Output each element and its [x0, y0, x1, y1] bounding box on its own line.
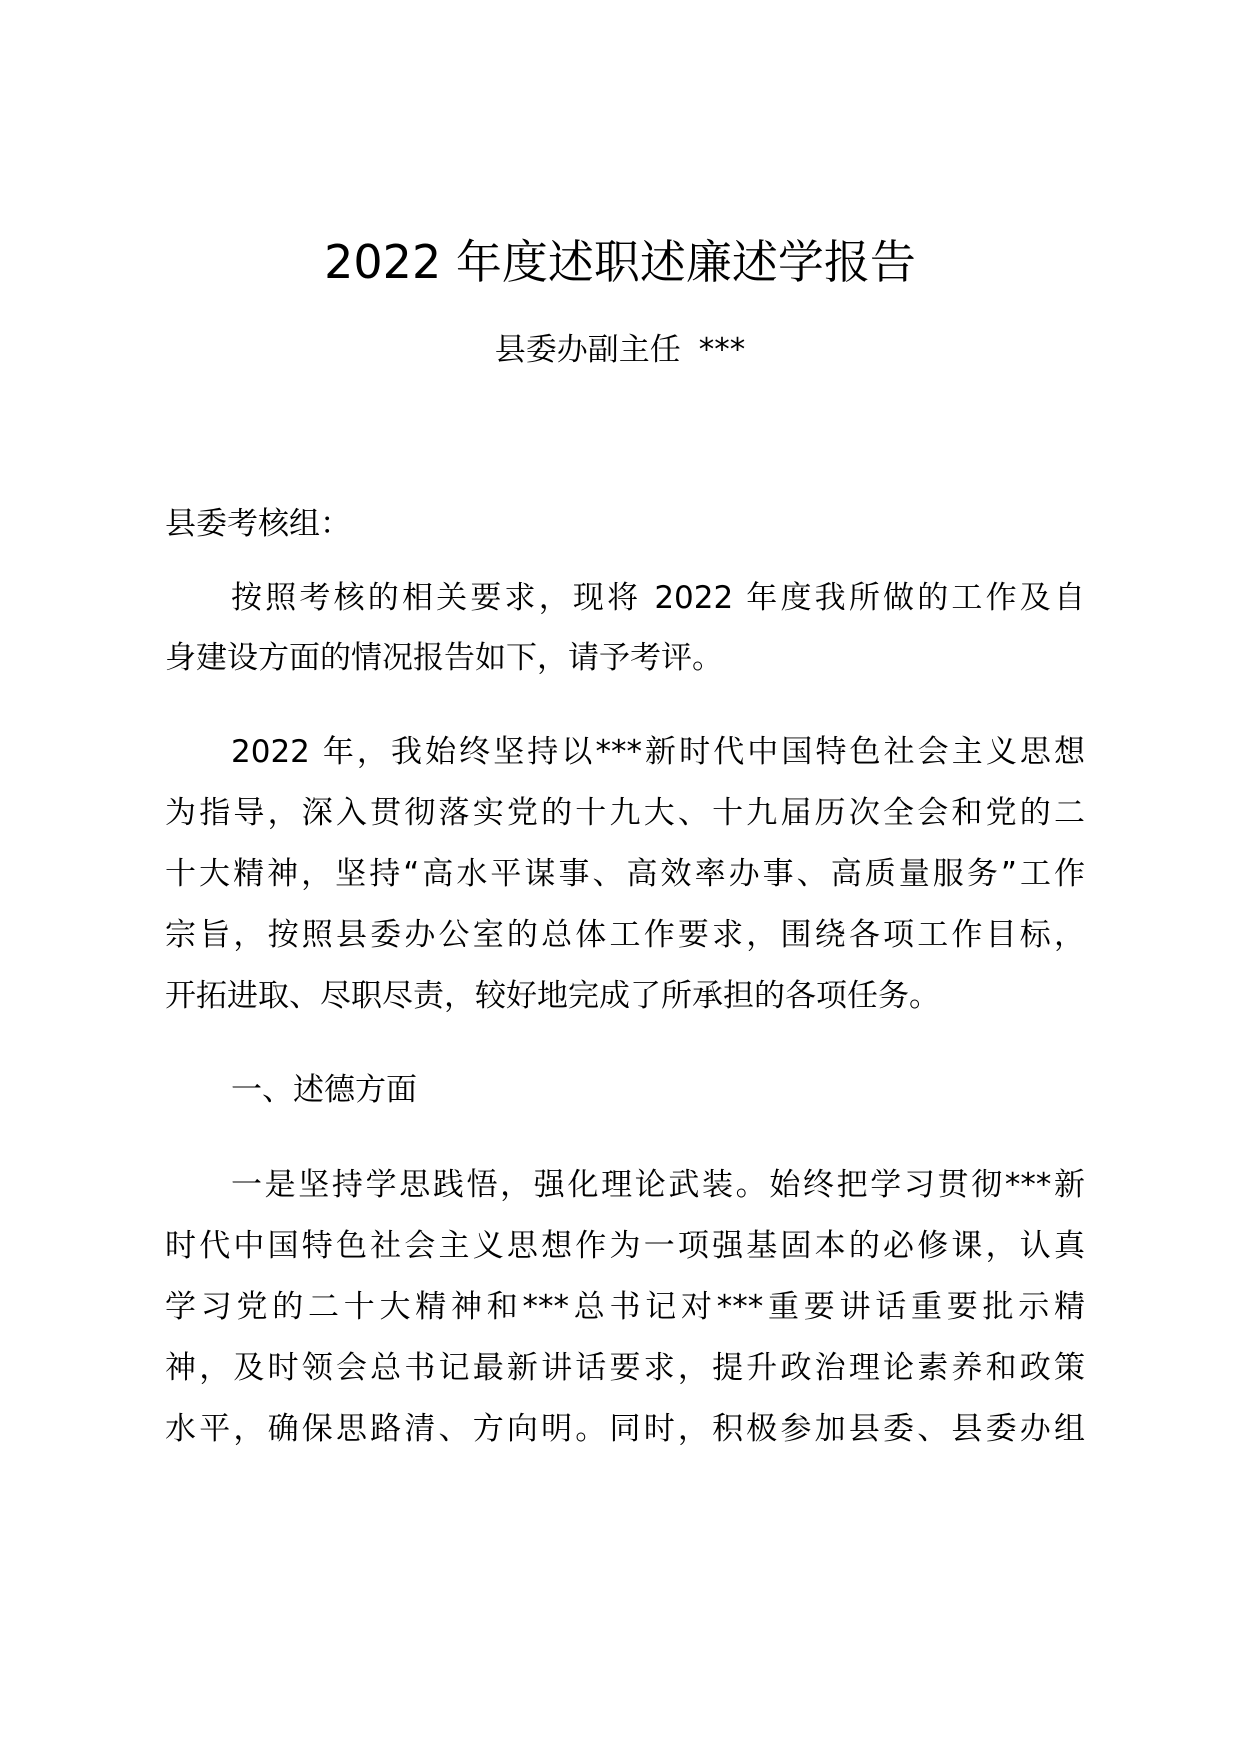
paragraph-line: 学习党的二十大精神和***总书记对***重要讲话重要批示精: [165, 1289, 1085, 1325]
paragraph-line: 宗旨，按照县委办公室的总体工作要求，围绕各项工作目标，: [165, 917, 1085, 953]
paragraph-line: 为指导，深入贯彻落实党的十九大、十九届历次全会和党的二: [165, 795, 1085, 831]
paragraph-line: 按照考核的相关要求，现将 2022 年度我所做的工作及自: [231, 580, 1085, 616]
paragraph-line: 身建设方面的情况报告如下，请予考评。: [165, 640, 723, 676]
salutation: 县委考核组：: [165, 506, 351, 542]
document-title: 2022 年度述职述廉述学报告: [324, 235, 916, 289]
paragraph-line: 2022 年，我始终坚持以***新时代中国特色社会主义思想: [231, 734, 1085, 770]
paragraph-line: 时代中国特色社会主义思想作为一项强基固本的必修课，认真: [165, 1228, 1085, 1264]
author-name: ***: [698, 332, 746, 368]
section-heading: 一、述德方面: [231, 1072, 417, 1108]
paragraph-line: 水平，确保思路清、方向明。同时，积极参加县委、县委办组: [165, 1411, 1085, 1447]
author-role: 县委办副主任: [494, 332, 681, 368]
author-line: [0, 328, 1240, 372]
paragraph-line: 一是坚持学思践悟，强化理论武装。始终把学习贯彻***新: [231, 1167, 1085, 1203]
paragraph-line: 开拓进取、尽职尽责，较好地完成了所承担的各项任务。: [165, 978, 940, 1014]
paragraph-line: 神，及时领会总书记最新讲话要求，提升政治理论素养和政策: [165, 1350, 1085, 1386]
paragraph-line: 十大精神，坚持“高水平谋事、高效率办事、高质量服务”工作: [165, 856, 1085, 892]
